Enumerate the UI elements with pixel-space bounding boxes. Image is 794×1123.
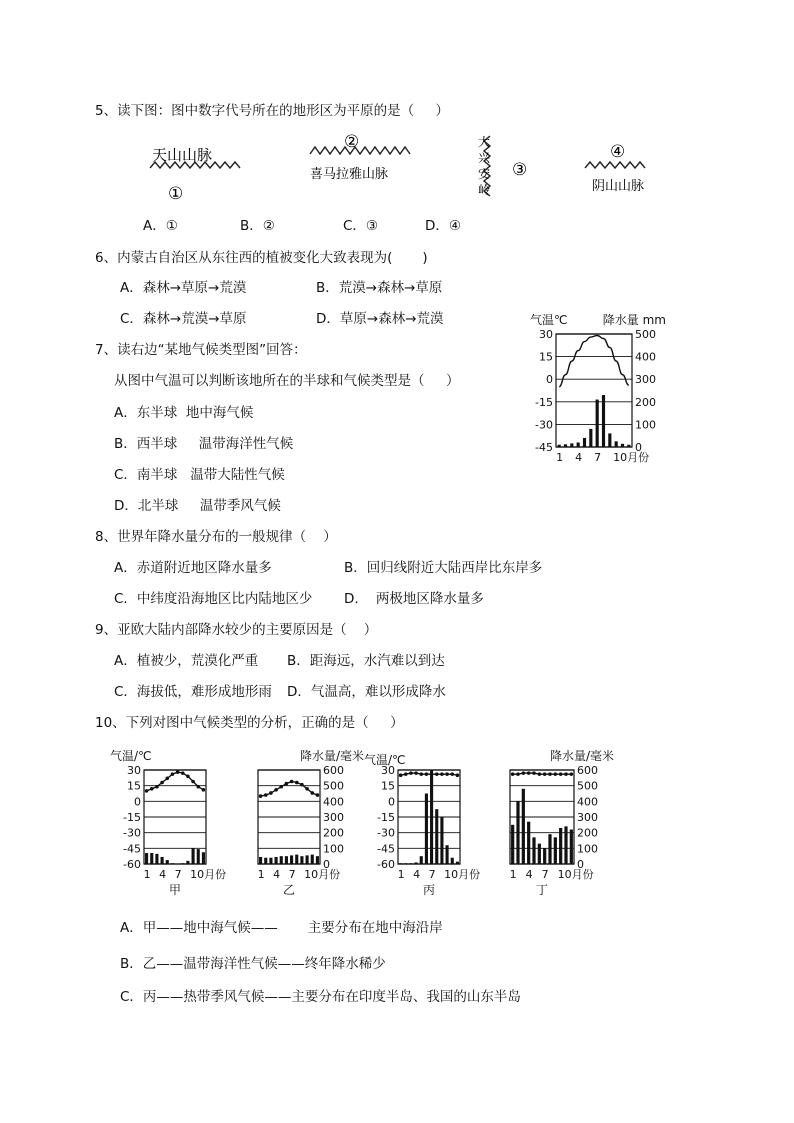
precip-bar bbox=[596, 400, 599, 447]
temperature-point bbox=[516, 772, 520, 776]
temperature-point bbox=[274, 788, 278, 792]
q7-option-c[interactable]: C．南半球 温带大陆性气候 bbox=[114, 467, 285, 483]
precip-bar bbox=[456, 862, 459, 864]
precip-bar bbox=[285, 856, 288, 864]
temperature-point bbox=[527, 771, 531, 775]
precip-bar bbox=[570, 830, 573, 864]
precip-bar bbox=[621, 444, 624, 447]
precip-bar bbox=[280, 856, 283, 864]
temp-tick-label: -15 bbox=[377, 811, 395, 824]
mountain-label-2: 喜马拉雅山脉 bbox=[310, 167, 389, 182]
temperature-point bbox=[165, 777, 169, 781]
precip-tick-label: 500 bbox=[577, 779, 598, 793]
mark-1: ① bbox=[168, 184, 184, 204]
precip-tick-label: 200 bbox=[323, 826, 344, 840]
chart-svg bbox=[364, 746, 490, 896]
temperature-point bbox=[570, 772, 574, 776]
q6-option-c[interactable]: C．森林→荒漠→草原 bbox=[120, 311, 247, 327]
temperature-point bbox=[511, 772, 515, 776]
svg-text:岭: 岭 bbox=[478, 183, 491, 197]
q10-option-b[interactable]: B．乙——温带海洋性气候——终年降水稀少 bbox=[120, 956, 386, 972]
svg-text:安: 安 bbox=[478, 167, 491, 181]
q6-option-b[interactable]: B．荒漠→森林→草原 bbox=[316, 280, 443, 296]
climate-chart-bing bbox=[364, 746, 490, 896]
precip-bar bbox=[516, 801, 519, 864]
temperature-point bbox=[543, 772, 547, 776]
precip-bar bbox=[615, 441, 618, 447]
temperature-point bbox=[414, 771, 418, 775]
month-tick-label: 7 bbox=[594, 451, 602, 464]
temperature-point bbox=[445, 772, 449, 776]
q10-stem: 10、下列对图中气候类型的分析，正确的是（ ） bbox=[95, 715, 404, 731]
q7-stem: 7、读右边“某地气候类型图”回答： bbox=[95, 342, 307, 358]
precip-tick-label: 600 bbox=[323, 764, 344, 777]
precip-bar bbox=[511, 825, 514, 864]
precip-bar bbox=[532, 837, 535, 864]
precip-bar bbox=[259, 857, 262, 864]
temperature-point bbox=[316, 793, 320, 797]
precip-bar bbox=[451, 858, 454, 864]
chart-name-label: 丁 bbox=[535, 883, 549, 896]
q5-stem: 5、读下图：图中数字代号所在的地形区为平原的是（ ） bbox=[95, 103, 450, 119]
month-tick-label: 10月份 bbox=[304, 868, 341, 881]
precip-tick-label: 500 bbox=[323, 779, 344, 793]
temperature-point bbox=[554, 772, 558, 776]
climate-chart-q7 bbox=[528, 310, 668, 470]
precip-axis-title: 降水量 mm bbox=[602, 313, 666, 327]
month-tick-label: 1 bbox=[397, 868, 405, 881]
temperature-point bbox=[285, 782, 289, 786]
temperature-point bbox=[310, 791, 314, 795]
temperature-point bbox=[425, 772, 429, 776]
precip-axis-title: 降水量/毫米 bbox=[549, 749, 614, 763]
q8-option-d[interactable]: D. 两极地区降水量多 bbox=[344, 591, 484, 607]
precip-bar bbox=[161, 857, 164, 864]
precip-bar bbox=[311, 855, 314, 864]
precip-tick-label: 0 bbox=[635, 441, 642, 454]
q5-figure bbox=[140, 132, 660, 208]
month-tick-label: 4 bbox=[159, 868, 167, 881]
q5-option-a[interactable]: A．① bbox=[143, 218, 178, 234]
mountain-label-1: 天山山脉 bbox=[152, 146, 213, 164]
precip-bar bbox=[538, 844, 541, 864]
chart-name-label: 乙 bbox=[282, 883, 296, 896]
temperature-point bbox=[196, 785, 200, 789]
temperature-point bbox=[300, 783, 304, 787]
temp-tick-label: -15 bbox=[123, 811, 141, 824]
precip-bar bbox=[554, 837, 557, 864]
chart-svg bbox=[500, 746, 620, 896]
q9-option-b[interactable]: B．距海远，水汽难以到达 bbox=[287, 653, 445, 669]
precip-bar bbox=[181, 863, 184, 864]
temp-tick-label: 30 bbox=[127, 764, 141, 777]
month-tick-label: 7 bbox=[428, 868, 436, 881]
svg-text:大: 大 bbox=[478, 135, 491, 149]
month-tick-label: 10月份 bbox=[613, 451, 650, 464]
precip-bar bbox=[583, 438, 586, 447]
precip-bar bbox=[316, 856, 319, 864]
mountain-label-4: 阴山山脉 bbox=[592, 179, 645, 194]
temperature-point bbox=[404, 772, 408, 776]
q6-option-d[interactable]: D．草原→森林→荒漠 bbox=[316, 311, 444, 327]
q5-option-d[interactable]: D．④ bbox=[425, 218, 461, 234]
temperature-line bbox=[513, 773, 572, 774]
precip-bar bbox=[155, 854, 158, 864]
month-tick-label: 10月份 bbox=[444, 868, 481, 881]
chart-name-label: 丙 bbox=[422, 883, 436, 896]
precip-tick-label: 300 bbox=[323, 811, 344, 824]
mark-2: ② bbox=[344, 132, 360, 152]
precip-bar bbox=[446, 845, 449, 864]
temp-tick-label: -30 bbox=[535, 418, 553, 432]
temperature-point bbox=[191, 780, 195, 784]
temp-tick-label: -15 bbox=[535, 395, 553, 409]
precip-tick-label: 400 bbox=[577, 795, 598, 809]
precip-tick-label: 500 bbox=[635, 328, 656, 341]
chart-svg bbox=[254, 746, 376, 896]
q8-option-b[interactable]: B．回归线附近大陆西岸比东岸多 bbox=[344, 560, 543, 576]
precip-tick-label: 100 bbox=[635, 418, 656, 432]
month-tick-label: 1 bbox=[509, 868, 517, 881]
mark-4: ④ bbox=[610, 142, 626, 162]
chart-svg bbox=[528, 310, 668, 470]
mark-3: ③ bbox=[512, 160, 528, 180]
precip-tick-label: 0 bbox=[577, 858, 584, 871]
precip-tick-label: 100 bbox=[323, 842, 344, 856]
temperature-point bbox=[456, 773, 460, 777]
temp-tick-label: -45 bbox=[123, 842, 141, 856]
temperature-point bbox=[305, 787, 309, 791]
precip-bar bbox=[197, 849, 200, 864]
temperature-point bbox=[440, 772, 444, 776]
precip-bar bbox=[564, 444, 567, 447]
precip-bar bbox=[589, 429, 592, 447]
precip-bar bbox=[527, 822, 530, 864]
precip-bar bbox=[543, 848, 546, 864]
temperature-point bbox=[532, 771, 536, 775]
q9-option-d[interactable]: D．气温高，难以形成降水 bbox=[287, 684, 446, 700]
temperature-point bbox=[450, 772, 454, 776]
temp-tick-label: -45 bbox=[377, 842, 395, 856]
q9-stem: 9、亚欧大陆内部降水较少的主要原因是（ ） bbox=[95, 622, 378, 638]
precip-bar bbox=[564, 826, 567, 864]
q10-option-c[interactable]: C．丙——热带季风气候——主要分布在印度半岛、我国的山东半岛 bbox=[120, 989, 521, 1005]
temp-tick-label: -30 bbox=[377, 826, 395, 840]
temperature-point bbox=[269, 791, 273, 795]
q9-option-a[interactable]: A．植被少，荒漠化严重 bbox=[114, 653, 259, 669]
q6-stem: 6、内蒙古自治区从东往西的植被变化大致表现为( ) bbox=[95, 250, 428, 266]
month-tick-label: 7 bbox=[541, 868, 549, 881]
precip-bar bbox=[577, 442, 580, 447]
precip-bar bbox=[548, 834, 551, 864]
month-tick-label: 4 bbox=[413, 868, 421, 881]
precip-bar bbox=[559, 828, 562, 864]
temp-tick-label: 0 bbox=[546, 373, 553, 387]
precip-bar bbox=[425, 794, 428, 865]
precip-bar bbox=[440, 817, 443, 864]
temp-tick-label: -60 bbox=[377, 858, 395, 871]
q7-option-b[interactable]: B．西半球 温带海洋性气候 bbox=[114, 436, 294, 452]
q9-option-c[interactable]: C．海拔低，难形成地形雨 bbox=[114, 684, 272, 700]
precip-bar bbox=[290, 855, 293, 864]
precip-bar bbox=[435, 809, 438, 864]
precip-bar bbox=[430, 770, 433, 864]
temp-tick-label: 30 bbox=[381, 764, 395, 777]
temp-tick-label: -30 bbox=[123, 826, 141, 840]
temp-axis-title: 气温/℃ bbox=[110, 749, 152, 763]
temperature-point bbox=[264, 793, 268, 797]
temp-tick-label: 0 bbox=[388, 795, 395, 809]
temp-tick-label: 15 bbox=[127, 779, 141, 793]
temperature-point bbox=[430, 772, 434, 776]
climate-chart-jia bbox=[108, 746, 230, 896]
temp-axis-title: 气温/℃ bbox=[364, 753, 406, 767]
month-tick-label: 4 bbox=[575, 451, 583, 464]
chart-name-label: 甲 bbox=[168, 883, 182, 896]
precip-bar bbox=[264, 858, 267, 864]
month-tick-label: 10月份 bbox=[557, 868, 594, 881]
temperature-point bbox=[564, 772, 568, 776]
precip-bar bbox=[186, 861, 189, 864]
temp-axis-title: 气温℃ bbox=[530, 313, 568, 327]
precip-bar bbox=[409, 863, 412, 864]
q5-option-c[interactable]: C．③ bbox=[343, 218, 379, 234]
temp-tick-label: 15 bbox=[381, 779, 395, 793]
month-tick-label: 4 bbox=[525, 868, 533, 881]
q8-option-c[interactable]: C．中纬度沿海地区比内陆地区少 bbox=[114, 591, 313, 607]
precip-bar bbox=[150, 853, 153, 864]
temperature-point bbox=[202, 788, 206, 792]
temperature-point bbox=[419, 772, 423, 776]
month-tick-label: 4 bbox=[273, 868, 281, 881]
precip-tick-label: 400 bbox=[323, 795, 344, 809]
precip-bar bbox=[269, 858, 272, 864]
precip-bar bbox=[300, 856, 303, 864]
precip-tick-label: 600 bbox=[577, 764, 598, 777]
precip-bar bbox=[192, 848, 195, 864]
plot-frame bbox=[556, 334, 632, 447]
temperature-point bbox=[538, 772, 542, 776]
precip-bar bbox=[202, 852, 205, 864]
temperature-point bbox=[548, 772, 552, 776]
q7-option-d[interactable]: D．北半球 温带季风气候 bbox=[114, 498, 281, 514]
q5-option-b[interactable]: B．② bbox=[240, 218, 275, 234]
temperature-point bbox=[171, 772, 175, 776]
temp-tick-label: -60 bbox=[123, 858, 141, 871]
precip-bar bbox=[275, 857, 278, 864]
precip-bar bbox=[171, 863, 174, 864]
precip-bar bbox=[602, 395, 605, 447]
month-tick-label: 1 bbox=[556, 451, 564, 464]
precip-tick-label: 0 bbox=[323, 858, 330, 871]
temperature-point bbox=[399, 773, 403, 777]
precip-bar bbox=[522, 789, 525, 864]
temperature-point bbox=[181, 771, 185, 775]
month-tick-label: 7 bbox=[288, 868, 296, 881]
precip-bar bbox=[627, 445, 630, 447]
temperature-point bbox=[176, 770, 180, 774]
temperature-point bbox=[295, 781, 299, 785]
temperature-point bbox=[150, 787, 154, 791]
precip-bar bbox=[145, 853, 148, 864]
precip-tick-label: 200 bbox=[635, 395, 656, 409]
precip-bar bbox=[404, 863, 407, 864]
precip-bar bbox=[166, 860, 169, 864]
month-tick-label: 1 bbox=[257, 868, 265, 881]
climate-chart-ding bbox=[500, 746, 620, 896]
precip-tick-label: 100 bbox=[577, 842, 598, 856]
precip-tick-label: 400 bbox=[635, 350, 656, 364]
temperature-point bbox=[155, 785, 159, 789]
temperature-point bbox=[160, 781, 164, 785]
temperature-point bbox=[259, 794, 263, 798]
q6-option-a[interactable]: A．森林→草原→荒漠 bbox=[120, 280, 247, 296]
temperature-point bbox=[279, 785, 283, 789]
precip-axis-title: 降水量/毫米 bbox=[299, 749, 364, 763]
precip-tick-label: 300 bbox=[635, 373, 656, 387]
chart-svg bbox=[108, 746, 230, 896]
temp-tick-label: 0 bbox=[134, 795, 141, 809]
temperature-point bbox=[290, 780, 294, 784]
q8-option-a[interactable]: A．赤道附近地区降水量多 bbox=[114, 560, 272, 576]
precip-bar bbox=[608, 433, 611, 447]
temperature-point bbox=[409, 771, 413, 775]
precip-tick-label: 200 bbox=[577, 826, 598, 840]
q10-option-a[interactable]: A．甲——地中海气候—— 主要分布在地中海沿岸 bbox=[120, 920, 443, 936]
temperature-point bbox=[145, 789, 149, 793]
temp-tick-label: -45 bbox=[535, 441, 553, 454]
precip-bar bbox=[558, 445, 561, 447]
month-tick-label: 10月份 bbox=[190, 868, 227, 881]
precip-bar bbox=[306, 855, 309, 864]
precip-bar bbox=[295, 855, 298, 864]
climate-chart-yi bbox=[254, 746, 376, 896]
temperature-point bbox=[186, 774, 190, 778]
svg-text:兴: 兴 bbox=[478, 151, 491, 165]
precip-tick-label: 300 bbox=[577, 811, 598, 824]
temp-tick-label: 30 bbox=[539, 328, 553, 341]
temperature-point bbox=[435, 772, 439, 776]
temp-tick-label: 15 bbox=[539, 350, 553, 364]
precip-bar bbox=[415, 862, 418, 864]
temperature-point bbox=[522, 771, 526, 775]
q7-option-a[interactable]: A．东半球 地中海气候 bbox=[114, 405, 254, 421]
temperature-point bbox=[559, 772, 563, 776]
q8-stem: 8、世界年降水量分布的一般规律（ ） bbox=[95, 529, 337, 545]
month-tick-label: 7 bbox=[174, 868, 182, 881]
precip-bar bbox=[570, 443, 573, 447]
month-tick-label: 1 bbox=[143, 868, 151, 881]
q7-sub: 从图中气温可以判断该地所在的半球和气候类型是（ ） bbox=[114, 373, 460, 389]
precip-bar bbox=[399, 863, 402, 864]
precip-bar bbox=[420, 856, 423, 864]
